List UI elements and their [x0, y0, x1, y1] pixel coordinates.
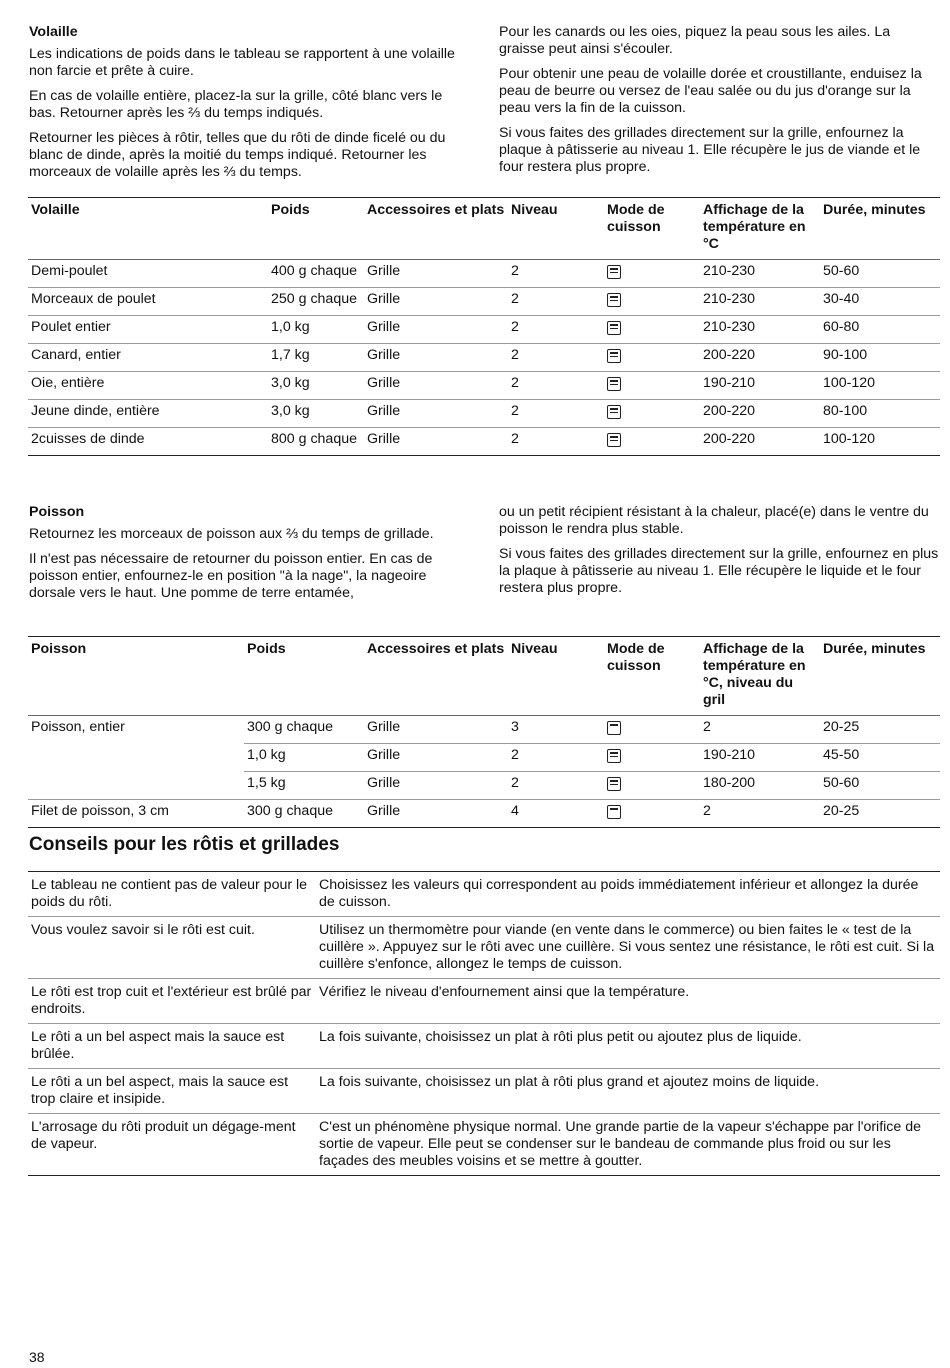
level-cell: 2: [511, 347, 519, 363]
problem-cell: Le tableau ne contient pas de valeur pour le poids du rôti.: [28, 872, 316, 917]
duration-cell: 100-120: [823, 375, 876, 391]
table-row: [28, 1024, 940, 1069]
duration-cell: 30-40: [823, 291, 860, 307]
table-row: [28, 288, 940, 316]
volaille-paragraph: Pour les canards ou les oies, piquez la peau sous les ailes. La graisse peut ainsi s'écouler.: [499, 24, 891, 57]
accessory-cell: Grille: [367, 375, 401, 391]
poisson-paragraph: ou un petit récipient résistant à la chaleur, placé(e) dans le ventre du poisson le rendra plus stable.: [499, 504, 929, 537]
level-cell: 2: [511, 291, 519, 307]
volaille-paragraph: Retourner les pièces à rôtir, telles que du rôti de dinde ficelé ou du blanc de dinde, après la moitié du temps indiqué. Retourner les morceaux de volaille après les ⅔ du temps.: [29, 130, 446, 180]
problem-cell: Le rôti est trop cuit et l'extérieur est brûlé par endroits.: [28, 979, 316, 1024]
weight-cell: 1,5 kg: [247, 775, 286, 791]
mode-cell: [604, 428, 700, 456]
temperature-cell: 190-210: [703, 747, 756, 763]
dish-cell: Morceaux de poulet: [31, 291, 156, 307]
table-header-row: [28, 198, 940, 260]
table-row: [28, 260, 940, 288]
level-cell: 2: [511, 775, 519, 791]
problem-cell: L'arrosage du rôti produit un dégage-ment de vapeur.: [31, 1119, 296, 1152]
circulating-grill-icon: [607, 777, 621, 791]
poisson-paragraph: Retournez les morceaux de poisson aux ⅔ du temps de grillade.: [29, 526, 434, 542]
table-header-row: [28, 637, 940, 716]
top-heat-grill-icon: [607, 721, 621, 735]
dish-cell: 2cuisses de dinde: [31, 431, 145, 447]
circulating-grill-icon: [607, 265, 621, 279]
accessory-cell: Grille: [367, 803, 401, 819]
mode-cell: [604, 800, 700, 828]
volaille-paragraph: Si vous faites des grillades directement sur la grille, enfournez la plaque à pâtisserie au niveau 1. Elle récupère le jus de viande et le four restera plus propre.: [499, 125, 921, 175]
weight-cell: 1,0 kg: [247, 747, 286, 763]
weight-cell: 800 g chaque: [271, 431, 357, 447]
poisson-left-column: [29, 504, 469, 602]
weight-cell: 400 g chaque: [271, 263, 357, 279]
column-header: Poisson: [31, 641, 87, 657]
circulating-grill-icon: [607, 377, 621, 391]
temperature-cell: 210-230: [703, 319, 756, 335]
circulating-grill-icon: [607, 405, 621, 419]
poisson-heading: Poisson: [29, 504, 85, 520]
column-header: Mode de cuisson: [607, 641, 665, 674]
poisson-paragraph: Il n'est pas nécessaire de retourner du poisson entier. En cas de poisson entier, enfournez-le en position "à la nage", la nageoire dorsale vers le haut. Une pomme de terre entamée,: [29, 551, 433, 601]
problem-cell: Le rôti a un bel aspect, mais la sauce est trop claire et insipide.: [28, 1069, 316, 1114]
dish-cell: Oie, entière: [31, 375, 105, 391]
level-cell: 2: [511, 747, 519, 763]
dish-cell: Poulet entier: [31, 319, 111, 335]
column-header: Poids: [247, 641, 286, 657]
weight-cell: 1,0 kg: [271, 319, 310, 335]
table-row: [28, 800, 940, 828]
accessory-cell: Grille: [367, 775, 401, 791]
volaille-table: [28, 197, 940, 456]
level-cell: 3: [511, 719, 519, 735]
volaille-paragraph: Les indications de poids dans le tableau se rapportent à une volaille non farcie et prête à cuire.: [29, 46, 455, 79]
weight-cell: 250 g chaque: [271, 291, 357, 307]
poisson-table: [28, 636, 940, 828]
level-cell: 2: [511, 403, 519, 419]
level-cell: 2: [511, 431, 519, 447]
temperature-cell: 210-230: [703, 263, 756, 279]
level-cell: 2: [511, 375, 519, 391]
solution-cell: Utilisez un thermomètre pour viande (en vente dans le commerce) ou bien faites le « test de la cuillère ». Appuyez sur le rôti avec une cuillère. Si vous sentez une résistance, le rôti est cuit. Si la cuillère s'enfonce, allongez le temps de cuisson.: [316, 917, 940, 979]
column-header: Durée, minutes: [823, 202, 926, 218]
duration-cell: 50-60: [823, 775, 860, 791]
top-heat-grill-icon: [607, 805, 621, 819]
circulating-grill-icon: [607, 749, 621, 763]
volaille-right-column: [499, 24, 939, 176]
circulating-grill-icon: [607, 433, 621, 447]
accessory-cell: Grille: [367, 263, 401, 279]
dish-cell: Poisson, entier: [31, 719, 125, 735]
weight-cell: 300 g chaque: [247, 719, 333, 735]
temperature-cell: 2: [703, 719, 711, 735]
accessory-cell: Grille: [367, 403, 401, 419]
accessory-cell: Grille: [367, 719, 401, 735]
problem-cell: Vous voulez savoir si le rôti est cuit.: [28, 917, 316, 979]
weight-cell: 1,7 kg: [271, 347, 310, 363]
dish-cell: Canard, entier: [31, 347, 121, 363]
accessory-cell: Grille: [367, 319, 401, 335]
circulating-grill-icon: [607, 293, 621, 307]
column-header: Niveau: [511, 202, 558, 218]
temperature-cell: 190-210: [703, 375, 756, 391]
duration-cell: 50-60: [823, 263, 860, 279]
column-header: Mode de cuisson: [607, 202, 665, 235]
column-header: Affichage de la température en °C: [703, 202, 806, 252]
mode-cell: [604, 772, 700, 800]
duration-cell: 90-100: [823, 347, 868, 363]
conseils-title: Conseils pour les rôtis et grillades: [29, 834, 340, 855]
level-cell: 2: [511, 319, 519, 335]
mode-cell: [604, 372, 700, 400]
page-number: 38: [29, 1349, 45, 1365]
table-row: [28, 316, 940, 344]
column-header: Affichage de la température en °C, niveau du gril: [703, 641, 806, 708]
table-row: [28, 872, 940, 917]
mode-cell: [604, 744, 700, 772]
table-row: [28, 344, 940, 372]
duration-cell: 80-100: [823, 403, 868, 419]
accessory-cell: Grille: [367, 431, 401, 447]
solution-cell: Choisissez les valeurs qui correspondent au poids immédiatement inférieur et allongez la durée de cuisson.: [316, 872, 940, 917]
duration-cell: 100-120: [823, 431, 876, 447]
table-row: [28, 428, 940, 456]
dish-cell: Jeune dinde, entière: [31, 403, 160, 419]
volaille-table-body: [28, 260, 940, 456]
duration-cell: 20-25: [823, 803, 860, 819]
temperature-cell: 180-200: [703, 775, 756, 791]
table-row: [28, 979, 940, 1024]
temperature-cell: 210-230: [703, 291, 756, 307]
table-row: [28, 917, 940, 979]
volaille-paragraph: En cas de volaille entière, placez-la sur la grille, côté blanc vers le bas. Retourner après les ⅔ du temps indiqués.: [29, 88, 443, 121]
weight-cell: 300 g chaque: [247, 803, 333, 819]
mode-cell: [604, 316, 700, 344]
temperature-cell: 200-220: [703, 347, 756, 363]
weight-cell: 3,0 kg: [271, 403, 310, 419]
dish-cell: Filet de poisson, 3 cm: [31, 803, 169, 819]
mode-cell: [604, 288, 700, 316]
mode-cell: [604, 716, 700, 744]
problem-cell: Le rôti a un bel aspect mais la sauce est brûlée.: [28, 1024, 316, 1069]
mode-cell: [604, 344, 700, 372]
accessory-cell: Grille: [367, 747, 401, 763]
circulating-grill-icon: [607, 349, 621, 363]
temperature-cell: 200-220: [703, 431, 756, 447]
column-header: Volaille: [31, 202, 80, 218]
accessory-cell: Grille: [367, 291, 401, 307]
dish-cell: Demi-poulet: [31, 263, 108, 279]
duration-cell: 60-80: [823, 319, 860, 335]
column-header: Poids: [271, 202, 310, 218]
volaille-paragraph: Pour obtenir une peau de volaille dorée et croustillante, enduisez la peau de beurre ou versez de l'eau salée ou du jus d'orange sur la peau vers la fin de la cuisson.: [499, 66, 922, 116]
solution-cell: La fois suivante, choisissez un plat à rôti plus grand et ajoutez moins de liquide.: [316, 1069, 940, 1114]
level-cell: 4: [511, 803, 519, 819]
table-row: [28, 1069, 940, 1114]
duration-cell: 45-50: [823, 747, 860, 763]
table-row: [28, 1114, 940, 1176]
temperature-cell: 2: [703, 803, 711, 819]
weight-cell: 3,0 kg: [271, 375, 310, 391]
poisson-table-body: [28, 716, 940, 828]
volaille-heading: Volaille: [29, 24, 78, 40]
solution-cell: La fois suivante, choisissez un plat à rôti plus petit ou ajoutez plus de liquide.: [316, 1024, 940, 1069]
column-header: Accessoires et plats: [367, 641, 505, 657]
solution-cell: Vérifiez le niveau d'enfournement ainsi que la température.: [316, 979, 940, 1024]
table-row: [28, 400, 940, 428]
level-cell: 2: [511, 263, 519, 279]
mode-cell: [604, 400, 700, 428]
table-row: [28, 716, 940, 744]
temperature-cell: 200-220: [703, 403, 756, 419]
solution-cell: C'est un phénomène physique normal. Une grande partie de la vapeur s'échappe par l'orifice de sortie de vapeur. Elle peut se condenser sur le bandeau de commande plus froid ou sur les façades des meubles voisins et se mettre à goutter.: [319, 1119, 922, 1169]
mode-cell: [604, 260, 700, 288]
duration-cell: 20-25: [823, 719, 860, 735]
column-header: Accessoires et plats: [367, 202, 505, 218]
poisson-right-column: [499, 504, 939, 597]
conseils-table: [28, 871, 940, 1176]
conseils-table-body: [28, 872, 940, 1176]
circulating-grill-icon: [607, 321, 621, 335]
column-header: Niveau: [511, 641, 558, 657]
accessory-cell: Grille: [367, 347, 401, 363]
poisson-paragraph: Si vous faites des grillades directement sur la grille, enfournez en plus la plaque à pâtisserie au niveau 1. Elle récupère le liquide et le four restera plus propre.: [499, 546, 939, 596]
volaille-left-column: [29, 24, 469, 181]
column-header: Durée, minutes: [823, 641, 926, 657]
table-row: [28, 372, 940, 400]
